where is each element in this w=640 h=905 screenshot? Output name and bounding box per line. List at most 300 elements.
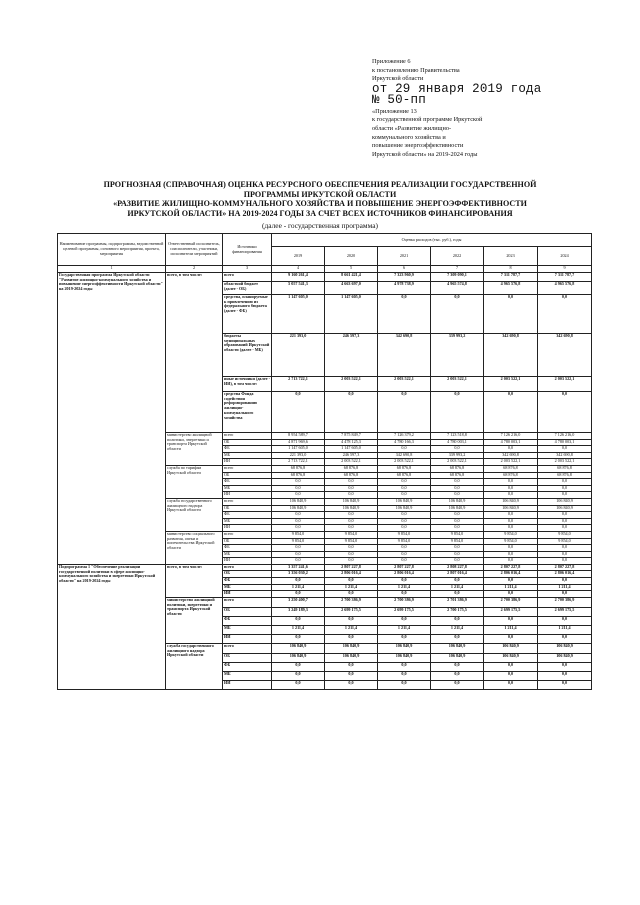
value-cell: 339 993,2	[431, 334, 484, 377]
source-cell: ИИ	[223, 558, 272, 565]
value-cell: 106 840,9	[325, 498, 378, 505]
value-cell: 106 840,9	[378, 505, 431, 512]
value-cell: 0,0	[378, 392, 431, 433]
source-cell: ИИ	[223, 634, 272, 643]
value-cell: 2 003 522,1	[325, 459, 378, 466]
value-cell: 106 840,9	[431, 653, 484, 662]
value-cell: 0,0	[272, 680, 325, 689]
source-cell: ФБ	[223, 662, 272, 671]
value-cell: 68 876,8	[484, 472, 538, 479]
appendix-line: «Приложение 13	[372, 107, 417, 115]
value-cell: 0,0	[431, 392, 484, 433]
value-cell: 0,0	[538, 616, 592, 625]
title-line: «РАЗВИТИЕ ЖИЛИЩНО-КОММУНАЛЬНОГО ХОЗЯЙСТВА И ПОВЫШЕНИЕ ЭНЕРГОЭФФЕКТИВНОСТИ	[113, 199, 527, 209]
value-cell: 0,0	[431, 545, 484, 552]
executor-cell: служба государственного жилищного надзора Иркутской области	[166, 498, 223, 531]
value-cell: 2 699 175,5	[325, 607, 378, 616]
value-cell: 2 699 175,5	[484, 607, 538, 616]
value-cell: 7 126 216,0	[538, 433, 592, 440]
value-cell: 7 311 787,7	[484, 273, 538, 282]
value-cell: 342 690,8	[484, 334, 538, 377]
value-cell: 0,0	[431, 591, 484, 598]
value-cell: 0,0	[378, 492, 431, 499]
value-cell: 0,0	[272, 551, 325, 558]
value-cell: 106 840,9	[538, 643, 592, 653]
value-cell: 1 211,4	[538, 584, 592, 591]
source-cell: ФБ	[223, 512, 272, 519]
value-cell: 0,0	[378, 578, 431, 585]
source-cell: средства Фонда содействия реформированию жилищно-коммунального хозяйства	[223, 392, 272, 433]
appendix-line: повышение энергоэффективности	[372, 142, 464, 150]
value-cell: 0,0	[325, 485, 378, 492]
value-cell: 0,0	[484, 578, 538, 585]
header-name: Наименование программы, подпрограммы, ведомственной целевой программы, основного мероприятия, проекта, мероприятия	[58, 234, 166, 266]
value-cell: 106 840,9	[272, 653, 325, 662]
value-cell: 342 690,8	[538, 334, 592, 377]
value-cell: 0,0	[325, 671, 378, 680]
value-cell: 9 854,0	[484, 531, 538, 538]
value-cell: 106 840,9	[431, 643, 484, 653]
value-cell: 106 840,9	[325, 653, 378, 662]
value-cell: 0,0	[272, 634, 325, 643]
value-cell: 0,0	[431, 512, 484, 519]
value-cell: 0,0	[431, 578, 484, 585]
value-cell: 0,0	[431, 671, 484, 680]
value-cell: 106 840,9	[484, 498, 538, 505]
value-cell: 3 249 189,3	[272, 607, 325, 616]
value-cell: 1 147 605,0	[325, 446, 378, 453]
value-cell: 342 690,8	[378, 334, 431, 377]
value-cell: 1 211,4	[431, 584, 484, 591]
value-cell: 0,0	[538, 479, 592, 486]
value-cell: 0,0	[484, 485, 538, 492]
value-cell: 68 876,8	[431, 465, 484, 472]
value-cell: 0,0	[272, 558, 325, 565]
value-cell: 2 806 016,4	[325, 571, 378, 578]
source-cell: всего	[223, 643, 272, 653]
value-cell: 8 661 421,4	[325, 273, 378, 282]
value-cell: 2 003 522,1	[431, 459, 484, 466]
value-cell: 221 393,0	[272, 452, 325, 459]
value-cell: 2 807 016,4	[431, 571, 484, 578]
value-cell: 7 126 379,2	[378, 433, 431, 440]
value-cell: 2 806 016,4	[378, 571, 431, 578]
value-cell: 106 840,9	[538, 653, 592, 662]
value-cell: 106 840,9	[272, 498, 325, 505]
appendix-line: Приложение 6	[372, 58, 411, 65]
value-cell: 9 854,0	[484, 538, 538, 545]
value-cell: 9 854,0	[272, 538, 325, 545]
value-cell: 0,0	[538, 578, 592, 585]
value-cell: 1 147 605,0	[272, 295, 325, 334]
value-cell: 3 356 030,2	[272, 571, 325, 578]
value-cell: 106 840,9	[431, 505, 484, 512]
value-cell: 9 854,0	[538, 538, 592, 545]
source-cell: МБ	[223, 584, 272, 591]
value-cell: 4 965 576,8	[484, 282, 538, 295]
value-cell: 9 854,0	[325, 531, 378, 538]
source-cell: всего	[223, 597, 272, 607]
value-cell: 2 807 227,8	[484, 564, 538, 571]
value-cell: 4 663 697,0	[325, 282, 378, 295]
value-cell: 106 840,9	[272, 505, 325, 512]
value-cell: 9 854,0	[325, 538, 378, 545]
value-cell: 0,0	[272, 485, 325, 492]
value-cell: 0,0	[378, 662, 431, 671]
value-cell: 4 780 166,3	[378, 439, 431, 446]
resolution-number: № 50-пп	[372, 92, 426, 107]
value-cell: 2 807 227,8	[538, 564, 592, 571]
source-cell: всего	[223, 498, 272, 505]
value-cell: 0,0	[431, 485, 484, 492]
value-cell: 2 808 227,8	[431, 564, 484, 571]
value-cell: 0,0	[378, 446, 431, 453]
value-cell: 0,0	[484, 545, 538, 552]
value-cell: 0,0	[484, 518, 538, 525]
value-cell: 0,0	[431, 616, 484, 625]
value-cell: 0,0	[378, 518, 431, 525]
header-year: 2022	[431, 247, 484, 266]
value-cell: 0,0	[272, 591, 325, 598]
value-cell: 0,0	[325, 479, 378, 486]
table-row	[58, 564, 592, 571]
executor-cell: министерство социального развития, опеки и попечительства Иркутской области	[166, 531, 223, 564]
value-cell: 2 806 016,4	[484, 571, 538, 578]
source-cell: бюджеты муниципальных образований Иркутской области (далее - МБ)	[223, 334, 272, 377]
value-cell: 2 806 016,4	[538, 571, 592, 578]
header-estimate: Оценка расходов (тыс. руб.), годы	[272, 234, 592, 247]
value-cell: 1 211,4	[378, 584, 431, 591]
value-cell: 342 690,8	[484, 452, 538, 459]
value-cell: 2 701 386,9	[431, 597, 484, 607]
value-cell: 1 147 605,0	[272, 446, 325, 453]
value-cell: 2 003 522,1	[538, 377, 592, 392]
value-cell: 7 311 787,7	[538, 273, 592, 282]
value-cell: 0,0	[538, 492, 592, 499]
value-cell: 68 876,8	[431, 472, 484, 479]
value-cell: 0,0	[484, 558, 538, 565]
value-cell: 0,0	[272, 545, 325, 552]
value-cell: 0,0	[538, 680, 592, 689]
header-year: 2021	[378, 247, 431, 266]
value-cell: 68 876,8	[272, 472, 325, 479]
value-cell: 0,0	[538, 392, 592, 433]
value-cell: 0,0	[484, 512, 538, 519]
value-cell: 0,0	[431, 558, 484, 565]
value-cell: 1 211,4	[378, 625, 431, 634]
appendix-line: области «Развитие жилищно-	[372, 124, 452, 132]
value-cell: 1 211,4	[484, 625, 538, 634]
source-cell: МБ	[223, 518, 272, 525]
value-cell: 68 876,8	[325, 472, 378, 479]
value-cell: 0,0	[378, 551, 431, 558]
value-cell: 246 597,3	[325, 334, 378, 377]
value-cell: 0,0	[431, 492, 484, 499]
value-cell: 0,0	[325, 634, 378, 643]
value-cell: 4 978 738,9	[378, 282, 431, 295]
source-cell: ОБ	[223, 653, 272, 662]
value-cell: 4 478 125,3	[325, 439, 378, 446]
value-cell: 0,0	[484, 616, 538, 625]
value-cell: 4 780 003,1	[431, 439, 484, 446]
source-cell: МБ	[223, 625, 272, 634]
value-cell: 68 876,8	[538, 465, 592, 472]
value-cell: 339 993,2	[431, 452, 484, 459]
value-cell: 0,0	[538, 512, 592, 519]
value-cell: 2 003 522,1	[378, 459, 431, 466]
value-cell: 0,0	[325, 558, 378, 565]
value-cell: 0,0	[484, 671, 538, 680]
value-cell: 7 123 518,8	[431, 433, 484, 440]
value-cell: 0,0	[378, 485, 431, 492]
value-cell: 106 840,9	[484, 653, 538, 662]
value-cell: 106 840,9	[538, 498, 592, 505]
value-cell: 0,0	[538, 634, 592, 643]
value-cell: 2 003 522,1	[431, 377, 484, 392]
source-cell: ФБ	[223, 446, 272, 453]
value-cell: 0,0	[484, 680, 538, 689]
budget-table	[57, 233, 592, 690]
header-year: 2024	[538, 247, 592, 266]
value-cell: 0,0	[325, 616, 378, 625]
value-cell: 0,0	[484, 295, 538, 334]
value-cell: 0,0	[484, 551, 538, 558]
value-cell: 0,0	[378, 479, 431, 486]
value-cell: 2 713 722,1	[272, 377, 325, 392]
value-cell: 1 211,4	[325, 584, 378, 591]
value-cell: 1 211,4	[431, 625, 484, 634]
column-number: 9	[538, 266, 592, 273]
value-cell: 106 840,9	[378, 653, 431, 662]
source-cell: всего	[223, 433, 272, 440]
value-cell: 9 854,0	[431, 538, 484, 545]
column-number: 3	[223, 266, 272, 273]
value-cell: 0,0	[272, 662, 325, 671]
value-cell: 2 003 522,1	[484, 459, 538, 466]
value-cell: 106 840,9	[272, 643, 325, 653]
value-cell: 0,0	[325, 591, 378, 598]
source-cell: всего	[223, 564, 272, 571]
source-cell: МБ	[223, 551, 272, 558]
source-cell: МБ	[223, 452, 272, 459]
header-executor: Ответственный исполнитель, соисполнители, участники, исполнители мероприятий	[166, 234, 223, 266]
value-cell: 106 840,9	[538, 505, 592, 512]
value-cell: 106 840,9	[431, 498, 484, 505]
value-cell: 4 871 969,6	[272, 439, 325, 446]
program-name: Государственная программа Иркутской области "Развитие жилищно-коммунального хозяйства и повышение энергоэффективности Иркутской области" на 2019-2024 годы	[58, 273, 166, 565]
value-cell: 0,0	[272, 518, 325, 525]
value-cell: 0,0	[538, 295, 592, 334]
value-cell: 1 211,4	[484, 584, 538, 591]
executor-cell: министерство жилищной политики, энергетики и транспорта Иркутской области	[166, 433, 223, 466]
source-cell: ОБ	[223, 607, 272, 616]
value-cell: 7 126 216,0	[484, 433, 538, 440]
value-cell: 0,0	[484, 591, 538, 598]
value-cell: 0,0	[378, 295, 431, 334]
value-cell: 0,0	[378, 558, 431, 565]
source-cell: ИИ	[223, 525, 272, 532]
value-cell: 106 840,9	[325, 505, 378, 512]
value-cell: 106 840,9	[378, 498, 431, 505]
value-cell: 4 965 576,8	[538, 282, 592, 295]
value-cell: 2 700 386,9	[378, 597, 431, 607]
executor-cell: всего, в том числе:	[166, 273, 223, 433]
value-cell: 106 840,9	[484, 643, 538, 653]
value-cell: 0,0	[325, 545, 378, 552]
resolution-date: от 29 января 2019 года	[372, 81, 542, 96]
header-year: 2020	[325, 247, 378, 266]
value-cell: 9 854,0	[378, 531, 431, 538]
value-cell: 68 876,8	[378, 465, 431, 472]
value-cell: 68 876,8	[272, 465, 325, 472]
header-source: Источники финансирования	[223, 234, 272, 266]
executor-cell: всего, в том числе:	[166, 564, 223, 597]
value-cell: 0,0	[272, 671, 325, 680]
value-cell: 0,0	[325, 518, 378, 525]
source-cell: всего	[223, 531, 272, 538]
value-cell: 0,0	[538, 545, 592, 552]
value-cell: 7 323 960,9	[378, 273, 431, 282]
source-cell: МБ	[223, 671, 272, 680]
value-cell: 0,0	[378, 512, 431, 519]
value-cell: 0,0	[431, 518, 484, 525]
column-number: 2	[166, 266, 223, 273]
appendix-block	[372, 58, 622, 159]
appendix-line: Иркутской области» на 2019-2024 годы	[372, 150, 478, 158]
value-cell: 246 597,3	[325, 452, 378, 459]
value-cell: 0,0	[378, 634, 431, 643]
source-cell: ИИ	[223, 459, 272, 466]
source-cell: ОБ	[223, 571, 272, 578]
value-cell: 0,0	[538, 525, 592, 532]
value-cell: 0,0	[325, 492, 378, 499]
value-cell: 0,0	[272, 479, 325, 486]
column-number: 7	[431, 266, 484, 273]
document-subtitle: (далее - государственная программа)	[262, 221, 378, 230]
value-cell: 68 876,8	[484, 465, 538, 472]
source-cell: ОБ	[223, 538, 272, 545]
value-cell: 0,0	[431, 525, 484, 532]
value-cell: 1 211,4	[325, 625, 378, 634]
value-cell: 2 713 722,1	[272, 459, 325, 466]
source-cell: ОБ	[223, 505, 272, 512]
executor-cell: служба по тарифам Иркутской области	[166, 465, 223, 498]
value-cell: 0,0	[484, 662, 538, 671]
value-cell: 0,0	[272, 525, 325, 532]
source-cell: иные источники (далее - ИИ), в том числе:	[223, 377, 272, 392]
value-cell: 4 965 574,8	[431, 282, 484, 295]
header-year: 2019	[272, 247, 325, 266]
value-cell: 0,0	[484, 492, 538, 499]
value-cell: 0,0	[272, 492, 325, 499]
value-cell: 1 211,4	[538, 625, 592, 634]
value-cell: 0,0	[325, 578, 378, 585]
source-cell: ФБ	[223, 578, 272, 585]
value-cell: 9 854,0	[538, 531, 592, 538]
value-cell: 2 700 175,5	[431, 607, 484, 616]
value-cell: 0,0	[272, 578, 325, 585]
value-cell: 0,0	[378, 525, 431, 532]
value-cell: 0,0	[538, 671, 592, 680]
value-cell: 0,0	[325, 512, 378, 519]
value-cell: 0,0	[484, 525, 538, 532]
value-cell: 9 854,0	[272, 531, 325, 538]
value-cell: 221 393,0	[272, 334, 325, 377]
value-cell: 0,0	[538, 591, 592, 598]
value-cell: 0,0	[378, 545, 431, 552]
value-cell: 1 147 605,0	[325, 295, 378, 334]
value-cell: 106 840,9	[325, 643, 378, 653]
column-number: 4	[272, 266, 325, 273]
value-cell: 2 003 522,1	[538, 459, 592, 466]
value-cell: 2 700 386,9	[325, 597, 378, 607]
value-cell: 9 854,0	[431, 531, 484, 538]
source-cell: ФБ	[223, 479, 272, 486]
source-cell: средства, планируемые к привлечению из федерального бюджета (далее - ФБ)	[223, 295, 272, 334]
value-cell: 2 807 227,8	[325, 564, 378, 571]
value-cell: 9 854,0	[378, 538, 431, 545]
value-cell: 0,0	[431, 295, 484, 334]
table-row	[58, 273, 592, 282]
value-cell: 7 875 849,7	[325, 433, 378, 440]
value-cell: 9 160 261,4	[272, 273, 325, 282]
title-line: ПРОГНОЗНАЯ (СПРАВОЧНАЯ) ОЦЕНКА РЕСУРСНОГО ОБЕСПЕЧЕНИЯ РЕАЛИЗАЦИИ ГОСУДАРСТВЕННОЙ	[103, 180, 537, 189]
title-line: ПРОГРАММЫ ИРКУТСКОЙ ОБЛАСТИ	[243, 189, 397, 199]
source-cell: ОБ	[223, 472, 272, 479]
value-cell: 0,0	[431, 680, 484, 689]
appendix-line: к государственной программе Иркутской	[372, 116, 483, 124]
source-cell: ФБ	[223, 616, 272, 625]
value-cell: 0,0	[272, 512, 325, 519]
value-cell: 0,0	[431, 479, 484, 486]
source-cell: ФБ	[223, 545, 272, 552]
value-cell: 0,0	[431, 662, 484, 671]
column-number: 8	[484, 266, 538, 273]
column-number: 6	[378, 266, 431, 273]
appendix-line: Иркутской области	[372, 75, 424, 83]
value-cell: 2 807 227,8	[378, 564, 431, 571]
source-cell: ИИ	[223, 492, 272, 499]
header-year: 2023	[484, 247, 538, 266]
appendix-line: коммунального хозяйства и	[372, 133, 446, 141]
column-number: 1	[58, 266, 166, 273]
subprogram-name: Подпрограмма 1 "Обеспечение реализации государственной политики в сфере жилищно-коммунального хозяйства и энергетики Иркутской области" на 2019-2024 годы	[58, 564, 166, 689]
executor-cell: министерство жилищной политики, энергетики и транспорта Иркутской области	[166, 597, 223, 643]
value-cell: 1 211,4	[272, 584, 325, 591]
value-cell: 0,0	[431, 634, 484, 643]
value-cell: 0,0	[325, 392, 378, 433]
value-cell: 0,0	[538, 485, 592, 492]
value-cell: 0,0	[272, 392, 325, 433]
value-cell: 68 876,8	[325, 465, 378, 472]
value-cell: 0,0	[325, 680, 378, 689]
source-cell: всего	[223, 273, 272, 282]
value-cell: 0,0	[431, 446, 484, 453]
value-cell: 4 780 003,1	[484, 439, 538, 446]
value-cell: 0,0	[484, 392, 538, 433]
value-cell: 0,0	[538, 446, 592, 453]
value-cell: 0,0	[484, 634, 538, 643]
value-cell: 2 003 522,1	[325, 377, 378, 392]
value-cell: 0,0	[378, 591, 431, 598]
source-cell: всего	[223, 465, 272, 472]
value-cell: 68 876,8	[378, 472, 431, 479]
value-cell: 2 003 522,1	[484, 377, 538, 392]
value-cell: 0,0	[378, 671, 431, 680]
value-cell: 68 876,8	[538, 472, 592, 479]
value-cell: 4 780 003,1	[538, 439, 592, 446]
value-cell: 0,0	[378, 616, 431, 625]
